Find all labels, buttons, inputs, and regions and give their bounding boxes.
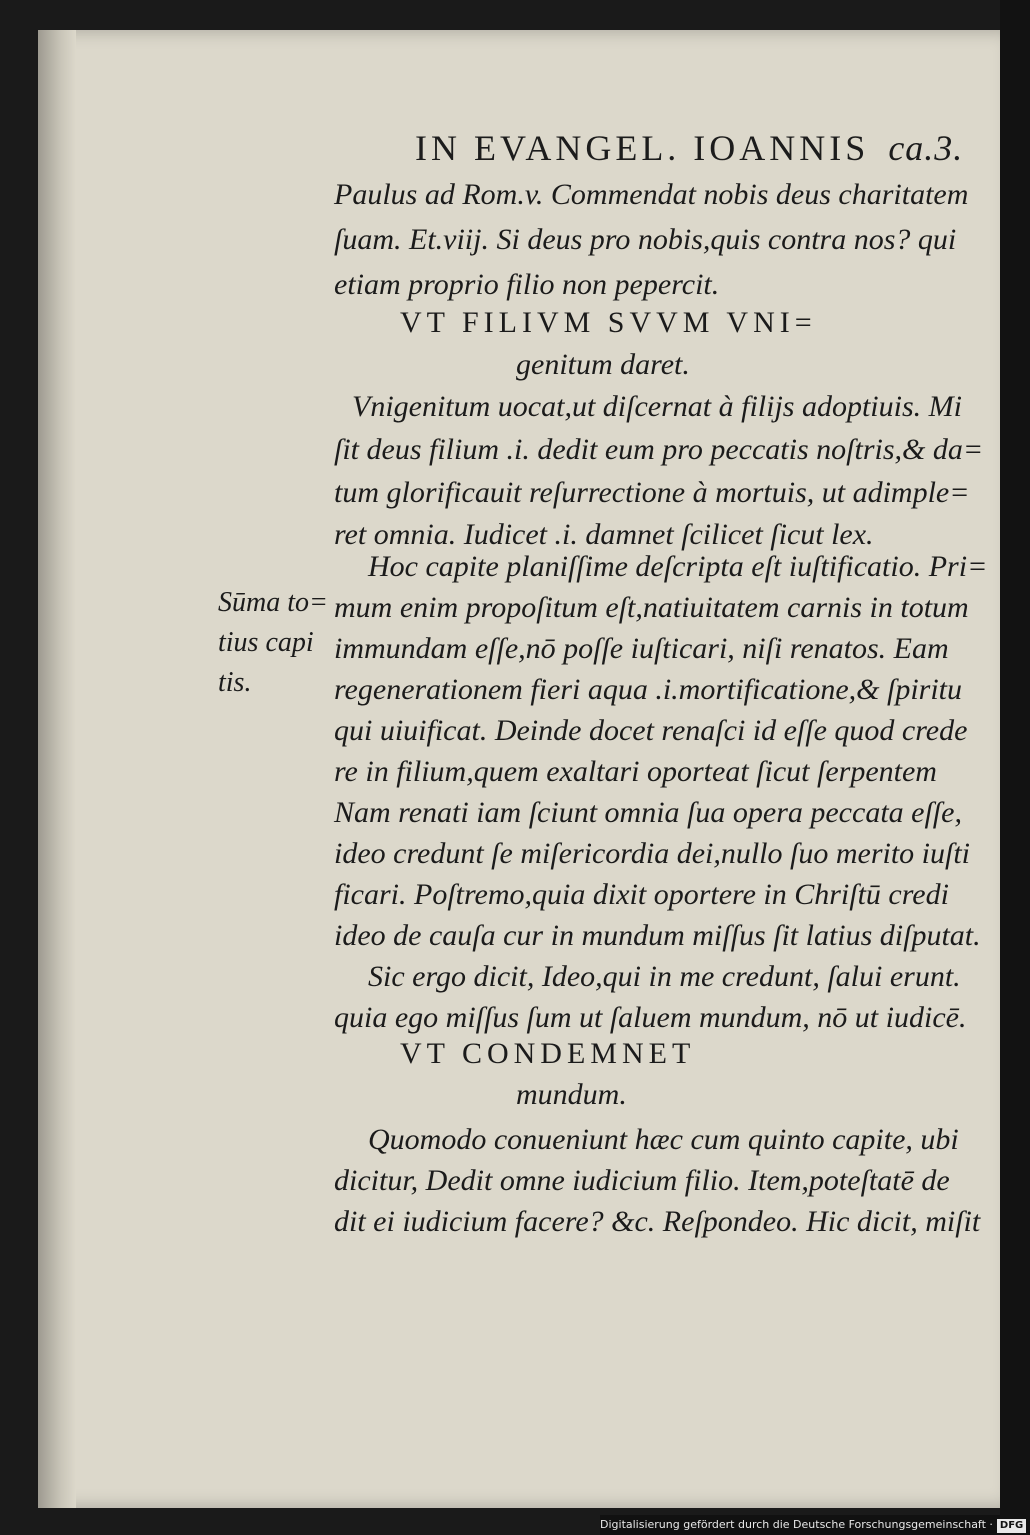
text-line: immundam eſſe,nō poſſe iuſticari, niſi renatos. Eam xyxy=(334,632,949,665)
margin-note-line: tis. xyxy=(218,667,252,698)
text-line: Nam renati iam ſciunt omnia ſua opera peccata eſſe, xyxy=(334,796,962,829)
text-line: quia ego miſſus ſum ut ſaluem mundum, nō ut iudicē. xyxy=(334,1001,967,1034)
running-head xyxy=(415,127,995,169)
section-heading: VT CONDEMNET xyxy=(400,1037,696,1070)
text-line: ideo credunt ſe miſericordia dei,nullo ſuo merito iuſti xyxy=(334,837,971,870)
text-line: Vnigenitum uocat,ut diſcernat à filijs adoptiuis. Mi xyxy=(352,390,962,423)
text-line: Paulus ad Rom.v. Commendat nobis deus charitatem xyxy=(334,178,969,211)
section-heading: VT FILIVM SVVM VNI= xyxy=(400,306,817,339)
text-line: ret omnia. Iudicet .i. damnet ſcilicet ſicut lex. xyxy=(334,518,874,551)
section-heading-continuation: genitum daret. xyxy=(516,348,690,381)
margin-note-line: tius capi xyxy=(218,627,314,658)
text-line: Sic ergo dicit, Ideo,qui in me credunt, ſalui erunt. xyxy=(368,960,961,993)
text-line: ficari. Poſtremo,quia dixit oportere in Chriſtū credi xyxy=(334,878,949,911)
text-line: dit ei iudicium facere? &c. Reſpondeo. Hic dicit, miſit xyxy=(334,1205,981,1238)
digitization-footer xyxy=(600,1515,1024,1535)
text-line: qui uiuificat. Deinde docet renaſci id eſſe quod crede xyxy=(334,714,968,747)
page-gutter-shadow xyxy=(38,30,76,1508)
text-line: tum glorificauit reſurrectione à mortuis, ut adimple= xyxy=(334,476,970,509)
text-line: etiam proprio filio non pepercit. xyxy=(334,268,720,301)
dfg-logo: DFG xyxy=(997,1519,1026,1533)
text-line: mum enim propoſitum eſt,natiuitatem carnis in totum xyxy=(334,591,969,624)
text-line: re in filium,quem exaltari oporteat ſicut ſerpentem xyxy=(334,755,937,788)
text-line: Hoc capite planiſſime deſcripta eſt iuſtificatio. Pri= xyxy=(368,550,988,583)
text-line: ideo de cauſa cur in mundum miſſus ſit latius diſputat. xyxy=(334,919,981,952)
running-head-folio: ca.3. xyxy=(888,128,964,168)
footer-text: Digitalisierung gefördert durch die Deutsche Forschungsgemeinschaft · xyxy=(600,1518,993,1531)
running-head-title: IN EVANGEL. IOANNIS xyxy=(415,128,870,168)
text-line: Quomodo conueniunt hæc cum quinto capite, ubi xyxy=(368,1123,959,1156)
text-line: regenerationem fieri aqua .i.mortificatione,& ſpiritu xyxy=(334,673,962,706)
text-line: ſuam. Et.viij. Si deus pro nobis,quis contra nos? qui xyxy=(334,223,957,256)
section-heading-continuation: mundum. xyxy=(516,1078,627,1111)
margin-note xyxy=(218,583,328,703)
text-line: dicitur, Dedit omne iudicium filio. Item,poteſtatē de xyxy=(334,1164,950,1197)
text-line: ſit deus filium .i. dedit eum pro peccatis noſtris,& da= xyxy=(334,433,984,466)
margin-note-line: Sūma to= xyxy=(218,587,328,618)
